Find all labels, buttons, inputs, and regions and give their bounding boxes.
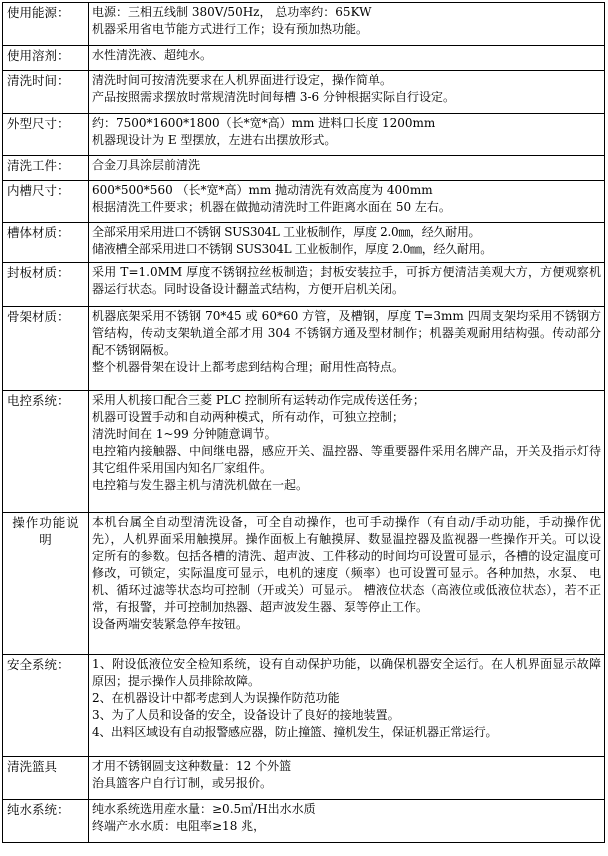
row-tank-material: [3, 223, 605, 263]
row-electrical: [3, 391, 605, 513]
value-line: 水性清洗液、超纯水。: [92, 48, 213, 62]
row-clean-time: [3, 71, 605, 114]
row-value: [89, 757, 605, 800]
row-value: [89, 513, 605, 655]
value-line: 设备两端安装紧急停车按钮。: [92, 617, 249, 631]
row-frame-material: [3, 307, 605, 391]
row-value: [89, 307, 605, 391]
row-value: [89, 156, 605, 181]
value-line: 电控箱内接触器、中间继电器，感应开关、温控器、等重要器件采用名牌产品，开关及指示灯待其它组件采用国内知名厂家组件。: [92, 444, 601, 475]
row-value: [89, 46, 605, 71]
row-label: 骨架材质：: [3, 307, 89, 391]
value-line: 清洗时间可按清洗要求在人机界面进行设定，操作简单。: [92, 73, 393, 87]
row-inner-tank: [3, 181, 605, 223]
value-line: 纯水系统选用産水量：≥0.5㎥/H出水水质: [92, 802, 316, 816]
row-value: [89, 655, 605, 757]
value-line: 电源：三相五线制 380V/50Hz， 总功率约：65KW: [92, 5, 372, 19]
row-value: [89, 3, 605, 46]
row-label: 内槽尺寸：: [3, 181, 89, 223]
row-label: 槽体材质：: [3, 223, 89, 263]
row-operation: [3, 513, 605, 655]
value-line: 采用人机接口配合三菱 PLC 控制所有运转动作完成传送任务；: [92, 393, 425, 407]
row-power: [3, 3, 605, 46]
value-line: 根据清洗工件要求；机器在做抛动清洗时工件距离水面在 50 左右。: [92, 200, 451, 214]
row-value: [89, 800, 605, 843]
spec-table: [2, 2, 605, 843]
row-label: 清洗篮具: [3, 757, 89, 800]
row-dimensions: [3, 114, 605, 156]
value-line: 电控箱与发生器主机与清洗机做在一起。: [92, 478, 309, 492]
row-label: 使用溶剂：: [3, 46, 89, 71]
row-basket: [3, 757, 605, 800]
value-line: 机器采用省电节能方式进行工作；设有预加热功能。: [92, 22, 369, 36]
value-line: 本机台属全自动型清洗设备，可全自动操作，也可手动操作（有自动/手动功能，手动操作优先），人机界面采用触摸屏。操作面板上有触摸屏、数显温控器及监视器一些操作开关。可以设定所有的参数。包括各槽的清洗、超声波、工件移动的时间均可设置可显示，各槽的设定温度可修改，可锁定，实际温度可显示，电机的速度（频率）也可设置可显示。各种加热，水泵、 电机、循环过滤等状态均可控制（开或关）可显示。 槽液位状态（高液位或低液位状态），若不正常，有报警，并可控制加热器、超声波发生器、泵等停止工作。: [92, 515, 601, 614]
value-line: 600*500*560 （长*宽*高）mm 抛动清洗有效高度为 400mm: [92, 183, 433, 197]
value-line: 清洗时间在 1~99 分钟随意调节。: [92, 427, 277, 441]
value-line: 整个机器骨架在设计上都考虑到结构合理；耐用性高特点。: [92, 360, 405, 374]
row-label: 清洗时间：: [3, 71, 89, 114]
value-line: 才用不锈钢圆支这种数量：12 个外篮: [92, 759, 292, 773]
row-label: 纯水系统：: [3, 800, 89, 843]
row-value: [89, 391, 605, 513]
row-label: 外型尺寸：: [3, 114, 89, 156]
value-line: 储液槽全部采用进口不锈钢 SUS304L 工业板制作，厚度 2.0㎜，经久耐用。: [92, 242, 492, 256]
value-line: 治具篮客户自行订制，或另报价。: [92, 776, 273, 790]
value-line: 全部采用采用进口不锈钢 SUS304L 工业板制作，厚度 2.0㎜，经久耐用。: [92, 225, 481, 239]
value-line: 采用 T=1.0MM 厚度不锈钢拉丝板制造；封板安装拉手，可拆方便清洁美观大方，方便观察机器运行状态。同时设备设计翻盖式结构，方便开启机关闭。: [92, 265, 601, 296]
value-line: 机器现设计为 E 型摆放，左进右出摆放形式。: [92, 133, 337, 147]
value-line: 终端产水水质：电阻率≥18 兆，: [92, 819, 266, 833]
row-value: [89, 263, 605, 307]
row-panel-material: [3, 263, 605, 307]
row-value: [89, 114, 605, 156]
row-solvent: [3, 46, 605, 71]
row-label: 封板材质：: [3, 263, 89, 307]
row-safety: [3, 655, 605, 757]
value-line: 约：7500*1600*1800（长*宽*高）mm 进料口长度 1200mm: [92, 116, 436, 130]
row-label: 操作功能说明: [3, 513, 89, 655]
value-line: 3、为了人员和设备的安全，设备设计了良好的接地装置。: [92, 708, 400, 722]
row-pure-water: [3, 800, 605, 843]
row-label: 电控系统：: [3, 391, 89, 513]
value-line: 机器底架采用不锈钢 70*45 或 60*60 方管，及槽钢，厚度 T=3mm 四周支架均采用不锈钢方管结构，传动支架轨道全部才用 304 不锈钢方通及型材制作；机器美观耐用结构强。传动部分配不锈钢隔板。: [92, 309, 601, 357]
value-line: 产品按照需求摆放时常规清洗时间每槽 3-6 分钟根据实际自行设定。: [92, 90, 455, 104]
row-value: [89, 71, 605, 114]
row-label: 安全系统：: [3, 655, 89, 757]
row-label: 清洗工件：: [3, 156, 89, 181]
value-line: 机器可设置手动和自动两种模式，所有动作，可独立控制；: [92, 410, 405, 424]
row-value: [89, 181, 605, 223]
row-label: 使用能源：: [3, 3, 89, 46]
value-line: 1、附设低液位安全检知系统，设有自动保护功能，以确保机器安全运行。在人机界面显示故障原因；提示操作人员排除故障。: [92, 657, 601, 688]
value-line: 合金刀具涂层前清洗: [92, 158, 201, 172]
value-line: 2、在机器设计中都考虑到人为误操作防范功能: [92, 691, 340, 705]
value-line: 4、出料区域设有自动报警感应器，防止撞篮、撞机发生，保证机器正常运行。: [92, 725, 498, 739]
row-value: [89, 223, 605, 263]
row-workpiece: [3, 156, 605, 181]
